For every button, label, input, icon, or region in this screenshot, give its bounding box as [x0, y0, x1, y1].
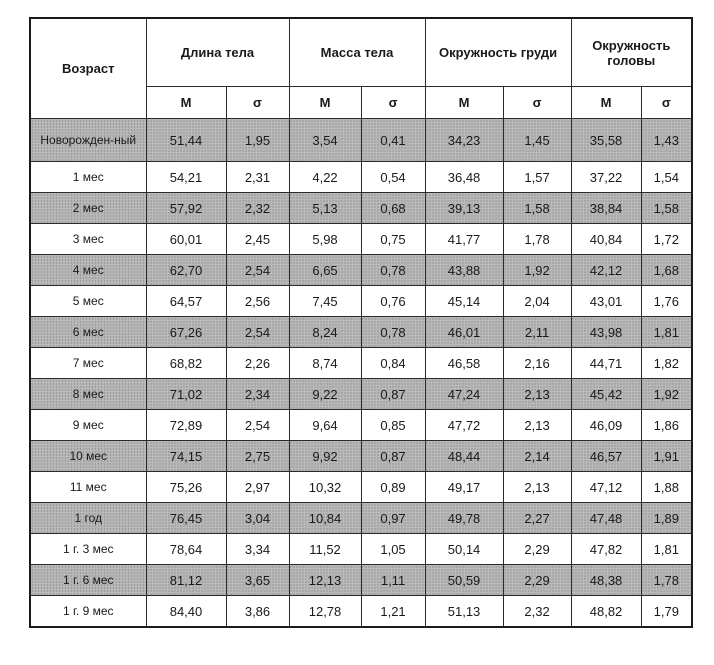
age-cell: 7 мес	[30, 348, 146, 379]
value-cell: 47,48	[571, 503, 641, 534]
value-cell: 1,78	[641, 565, 692, 596]
value-cell: 46,01	[425, 317, 503, 348]
age-cell: 1 г. 9 мес	[30, 596, 146, 628]
table-row	[30, 503, 692, 534]
value-cell: 2,04	[503, 286, 571, 317]
value-cell: 1,86	[641, 410, 692, 441]
value-cell: 47,24	[425, 379, 503, 410]
value-cell: 39,13	[425, 193, 503, 224]
value-cell: 1,88	[641, 472, 692, 503]
value-cell: 2,32	[503, 596, 571, 628]
subheader-sigma: σ	[503, 87, 571, 119]
value-cell: 3,54	[289, 119, 361, 162]
table-row	[30, 317, 692, 348]
table-row	[30, 534, 692, 565]
value-cell: 0,68	[361, 193, 425, 224]
value-cell: 46,58	[425, 348, 503, 379]
table-row	[30, 119, 692, 162]
table-body	[30, 119, 692, 628]
value-cell: 47,82	[571, 534, 641, 565]
value-cell: 5,98	[289, 224, 361, 255]
value-cell: 47,12	[571, 472, 641, 503]
value-cell: 8,24	[289, 317, 361, 348]
value-cell: 0,85	[361, 410, 425, 441]
value-cell: 48,38	[571, 565, 641, 596]
age-cell: 1 год	[30, 503, 146, 534]
subheader-m: М	[425, 87, 503, 119]
value-cell: 42,12	[571, 255, 641, 286]
value-cell: 43,88	[425, 255, 503, 286]
table-row	[30, 162, 692, 193]
value-cell: 1,95	[226, 119, 289, 162]
value-cell: 1,78	[503, 224, 571, 255]
value-cell: 1,81	[641, 317, 692, 348]
value-cell: 2,54	[226, 255, 289, 286]
value-cell: 0,78	[361, 317, 425, 348]
header-body-length: Длина тела	[146, 18, 289, 87]
value-cell: 51,44	[146, 119, 226, 162]
value-cell: 45,42	[571, 379, 641, 410]
value-cell: 60,01	[146, 224, 226, 255]
value-cell: 35,58	[571, 119, 641, 162]
value-cell: 74,15	[146, 441, 226, 472]
value-cell: 1,76	[641, 286, 692, 317]
value-cell: 62,70	[146, 255, 226, 286]
value-cell: 45,14	[425, 286, 503, 317]
age-cell: Новорожден-ный	[30, 119, 146, 162]
value-cell: 1,43	[641, 119, 692, 162]
value-cell: 64,57	[146, 286, 226, 317]
value-cell: 0,75	[361, 224, 425, 255]
subheader-sigma: σ	[361, 87, 425, 119]
value-cell: 2,56	[226, 286, 289, 317]
value-cell: 2,13	[503, 410, 571, 441]
value-cell: 2,75	[226, 441, 289, 472]
table-row	[30, 565, 692, 596]
value-cell: 67,26	[146, 317, 226, 348]
value-cell: 54,21	[146, 162, 226, 193]
growth-table	[29, 17, 693, 628]
value-cell: 44,71	[571, 348, 641, 379]
value-cell: 2,14	[503, 441, 571, 472]
value-cell: 2,16	[503, 348, 571, 379]
age-cell: 9 мес	[30, 410, 146, 441]
value-cell: 6,65	[289, 255, 361, 286]
age-cell: 10 мес	[30, 441, 146, 472]
value-cell: 3,86	[226, 596, 289, 628]
value-cell: 0,41	[361, 119, 425, 162]
value-cell: 2,11	[503, 317, 571, 348]
table-row	[30, 348, 692, 379]
value-cell: 5,13	[289, 193, 361, 224]
value-cell: 0,78	[361, 255, 425, 286]
header-chest-circumference: Окружность груди	[425, 18, 571, 87]
value-cell: 2,34	[226, 379, 289, 410]
value-cell: 7,45	[289, 286, 361, 317]
value-cell: 49,78	[425, 503, 503, 534]
value-cell: 41,77	[425, 224, 503, 255]
value-cell: 71,02	[146, 379, 226, 410]
value-cell: 0,89	[361, 472, 425, 503]
value-cell: 3,65	[226, 565, 289, 596]
value-cell: 1,45	[503, 119, 571, 162]
age-cell: 4 мес	[30, 255, 146, 286]
value-cell: 12,78	[289, 596, 361, 628]
value-cell: 9,22	[289, 379, 361, 410]
value-cell: 4,22	[289, 162, 361, 193]
value-cell: 1,58	[503, 193, 571, 224]
value-cell: 2,54	[226, 410, 289, 441]
age-cell: 5 мес	[30, 286, 146, 317]
value-cell: 0,54	[361, 162, 425, 193]
value-cell: 10,84	[289, 503, 361, 534]
value-cell: 0,87	[361, 441, 425, 472]
value-cell: 51,13	[425, 596, 503, 628]
value-cell: 81,12	[146, 565, 226, 596]
value-cell: 36,48	[425, 162, 503, 193]
value-cell: 38,84	[571, 193, 641, 224]
value-cell: 1,72	[641, 224, 692, 255]
value-cell: 1,57	[503, 162, 571, 193]
value-cell: 37,22	[571, 162, 641, 193]
value-cell: 43,98	[571, 317, 641, 348]
value-cell: 46,57	[571, 441, 641, 472]
value-cell: 9,92	[289, 441, 361, 472]
value-cell: 34,23	[425, 119, 503, 162]
table-row	[30, 193, 692, 224]
value-cell: 1,89	[641, 503, 692, 534]
value-cell: 46,09	[571, 410, 641, 441]
value-cell: 1,58	[641, 193, 692, 224]
value-cell: 1,11	[361, 565, 425, 596]
age-cell: 3 мес	[30, 224, 146, 255]
value-cell: 2,31	[226, 162, 289, 193]
subheader-sigma: σ	[641, 87, 692, 119]
age-cell: 1 г. 3 мес	[30, 534, 146, 565]
value-cell: 8,74	[289, 348, 361, 379]
value-cell: 72,89	[146, 410, 226, 441]
growth-table-container	[29, 17, 691, 628]
value-cell: 48,44	[425, 441, 503, 472]
value-cell: 11,52	[289, 534, 361, 565]
value-cell: 1,91	[641, 441, 692, 472]
value-cell: 1,54	[641, 162, 692, 193]
value-cell: 1,92	[641, 379, 692, 410]
subheader-sigma: σ	[226, 87, 289, 119]
value-cell: 43,01	[571, 286, 641, 317]
value-cell: 1,92	[503, 255, 571, 286]
value-cell: 2,32	[226, 193, 289, 224]
value-cell: 2,13	[503, 472, 571, 503]
header-body-mass: Масса тела	[289, 18, 425, 87]
value-cell: 2,26	[226, 348, 289, 379]
value-cell: 1,82	[641, 348, 692, 379]
value-cell: 3,04	[226, 503, 289, 534]
value-cell: 57,92	[146, 193, 226, 224]
subheader-m: М	[289, 87, 361, 119]
value-cell: 68,82	[146, 348, 226, 379]
table-row	[30, 410, 692, 441]
value-cell: 75,26	[146, 472, 226, 503]
value-cell: 12,13	[289, 565, 361, 596]
value-cell: 1,81	[641, 534, 692, 565]
table-row	[30, 224, 692, 255]
value-cell: 50,14	[425, 534, 503, 565]
value-cell: 2,54	[226, 317, 289, 348]
table-row	[30, 596, 692, 628]
value-cell: 0,76	[361, 286, 425, 317]
age-cell: 8 мес	[30, 379, 146, 410]
value-cell: 2,97	[226, 472, 289, 503]
age-cell: 1 г. 6 мес	[30, 565, 146, 596]
value-cell: 76,45	[146, 503, 226, 534]
value-cell: 3,34	[226, 534, 289, 565]
table-row	[30, 255, 692, 286]
age-cell: 2 мес	[30, 193, 146, 224]
value-cell: 2,27	[503, 503, 571, 534]
age-cell: 1 мес	[30, 162, 146, 193]
value-cell: 2,29	[503, 534, 571, 565]
value-cell: 9,64	[289, 410, 361, 441]
value-cell: 40,84	[571, 224, 641, 255]
value-cell: 1,68	[641, 255, 692, 286]
value-cell: 50,59	[425, 565, 503, 596]
table-row	[30, 472, 692, 503]
value-cell: 47,72	[425, 410, 503, 441]
value-cell: 1,79	[641, 596, 692, 628]
header-age: Возраст	[30, 18, 146, 119]
value-cell: 2,45	[226, 224, 289, 255]
value-cell: 78,64	[146, 534, 226, 565]
table-row	[30, 286, 692, 317]
value-cell: 10,32	[289, 472, 361, 503]
value-cell: 0,87	[361, 379, 425, 410]
subheader-m: М	[146, 87, 226, 119]
value-cell: 2,29	[503, 565, 571, 596]
table-row	[30, 441, 692, 472]
value-cell: 48,82	[571, 596, 641, 628]
header-head-circumference: Окружность головы	[571, 18, 692, 87]
value-cell: 0,97	[361, 503, 425, 534]
value-cell: 84,40	[146, 596, 226, 628]
subheader-m: М	[571, 87, 641, 119]
value-cell: 49,17	[425, 472, 503, 503]
value-cell: 1,05	[361, 534, 425, 565]
age-cell: 11 мес	[30, 472, 146, 503]
value-cell: 1,21	[361, 596, 425, 628]
value-cell: 0,84	[361, 348, 425, 379]
table-row	[30, 379, 692, 410]
age-cell: 6 мес	[30, 317, 146, 348]
value-cell: 2,13	[503, 379, 571, 410]
